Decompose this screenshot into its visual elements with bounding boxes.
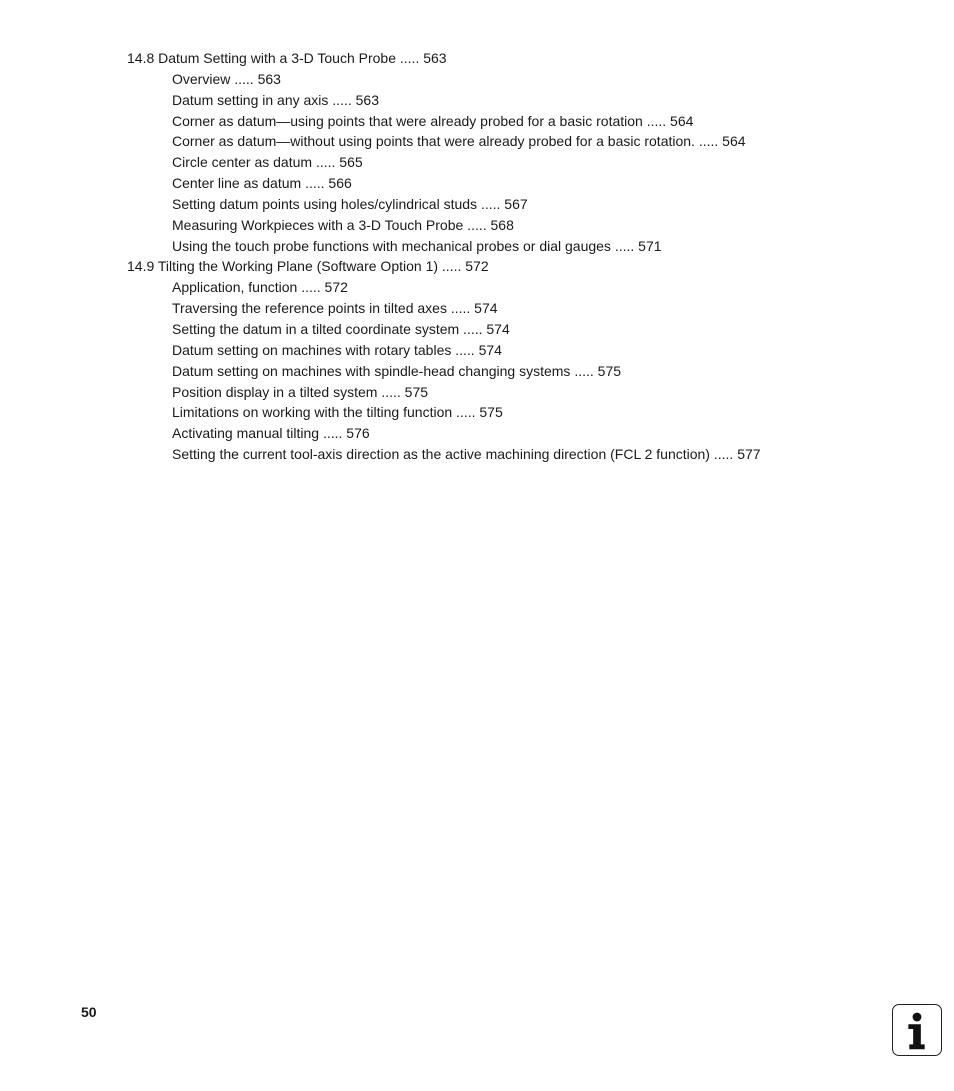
toc-entry[interactable]: Overview ..... 563 xyxy=(172,70,281,87)
toc-entry[interactable]: Datum setting on machines with rotary tables ..... 574 xyxy=(172,341,502,358)
toc-entry[interactable]: Corner as datum—without using points that were already probed for a basic rotation. ..... 564 xyxy=(172,133,746,150)
toc-entry[interactable]: Position display in a tilted system ..... 575 xyxy=(172,383,429,400)
toc-entry[interactable]: Center line as datum ..... 566 xyxy=(172,175,352,192)
toc-entry[interactable]: Datum setting in any axis ..... 563 xyxy=(172,91,379,108)
table-of-contents xyxy=(0,48,954,465)
toc-entry[interactable]: Datum setting on machines with spindle-head changing systems ..... 575 xyxy=(172,362,622,379)
toc-entry[interactable]: Application, function ..... 572 xyxy=(172,279,348,296)
toc-section-heading[interactable]: 14.8 Datum Setting with a 3-D Touch Probe ..... 563 xyxy=(127,50,447,66)
toc-entry[interactable]: Setting the datum in a tilted coordinate system ..... 574 xyxy=(172,320,510,337)
toc-entry[interactable]: Activating manual tilting ..... 576 xyxy=(172,425,370,442)
toc-section-heading[interactable]: 14.9 Tilting the Working Plane (Software Option 1) ..... 572 xyxy=(127,258,489,275)
toc-entry[interactable]: Corner as datum—using points that were already probed for a basic rotation ..... 564 xyxy=(172,112,694,129)
toc-entry[interactable]: Using the touch probe functions with mechanical probes or dial gauges ..... 571 xyxy=(172,237,662,254)
toc-entry[interactable]: Limitations on working with the tilting function ..... 575 xyxy=(172,404,503,421)
toc-entry[interactable]: Measuring Workpieces with a 3-D Touch Probe ..... 568 xyxy=(172,216,514,233)
info-icon xyxy=(892,1004,942,1056)
toc-entry[interactable]: Setting the current tool-axis direction as the active machining direction (FCL 2 function) ..... 577 xyxy=(172,446,761,463)
toc-entry[interactable]: Setting datum points using holes/cylindrical studs ..... 567 xyxy=(172,195,528,212)
page-number: 50 xyxy=(81,1004,97,1020)
toc-entry[interactable]: Traversing the reference points in tilted axes ..... 574 xyxy=(172,300,498,317)
toc-entry[interactable]: Circle center as datum ..... 565 xyxy=(172,154,363,171)
